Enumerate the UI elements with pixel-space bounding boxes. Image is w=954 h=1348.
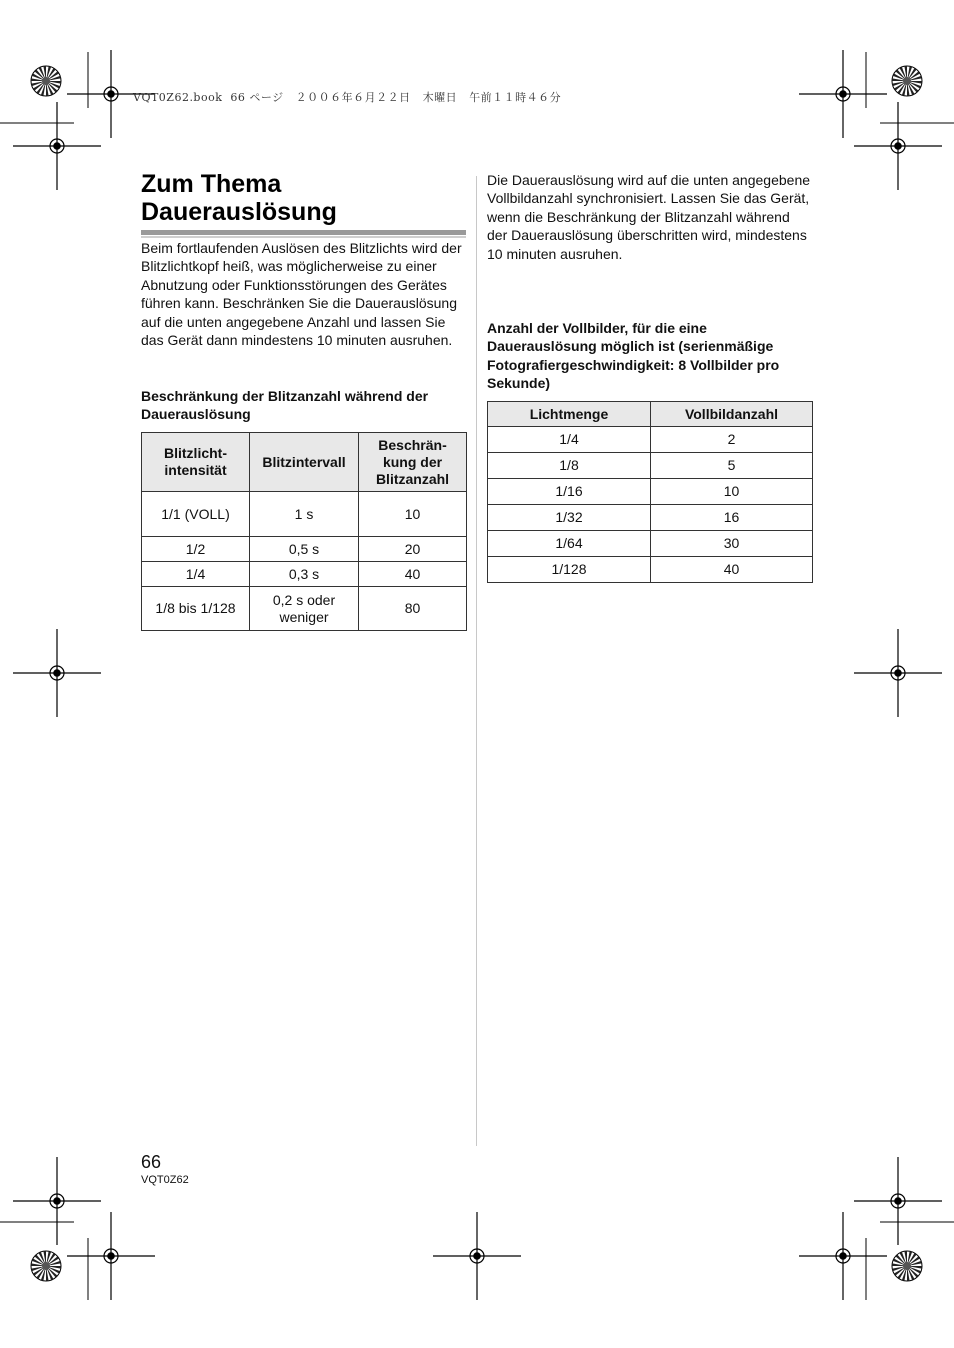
column-header: Blitzlicht-intensität <box>142 433 250 492</box>
section1-heading: Beschränkung der Blitzanzahl während der Dauerauslösung <box>141 388 429 423</box>
table-cell: 0,5 s <box>250 537 359 562</box>
table-row <box>488 479 813 505</box>
table-cell: 2 <box>651 427 813 453</box>
table-cell: 80 <box>359 587 467 631</box>
table-row <box>488 453 813 479</box>
header-print-info <box>133 89 561 105</box>
header-time: 午前１１時４６分 <box>469 91 562 104</box>
frame-count-table <box>487 401 813 583</box>
crosshair-mark <box>799 1212 887 1300</box>
table-cell: 10 <box>651 479 813 505</box>
table-row <box>142 492 467 537</box>
table-row <box>142 562 467 587</box>
table-cell: 1/4 <box>142 562 250 587</box>
table-cell: 5 <box>651 453 813 479</box>
table-cell: 30 <box>651 531 813 557</box>
title-rule-light <box>141 236 466 238</box>
table-row <box>488 427 813 453</box>
table-cell: 1 s <box>250 492 359 537</box>
column-header: Lichtmenge <box>488 402 651 427</box>
table-cell: 0,3 s <box>250 562 359 587</box>
table-header-row <box>142 433 467 492</box>
intro-paragraph: Beim fortlaufenden Auslösen des Blitzlichts wird der Blitzlichtkopf heiß, was möglicherweise zu einer Abnutzung oder Funktionsstörungen des Gerätes führen kann. Beschränken Sie die Dauerauslösung auf die unten angegebene Anzahl und lassen Sie das Gerät dann mindestens 10 minuten ausruhen. <box>141 240 462 349</box>
starburst-mark <box>31 66 61 96</box>
crosshair-mark <box>799 50 887 138</box>
starburst-mark <box>892 1251 922 1281</box>
header-page: 66 <box>230 91 246 104</box>
table-cell: 1/32 <box>488 505 651 531</box>
table-cell: 20 <box>359 537 467 562</box>
starburst-mark <box>31 1251 61 1281</box>
crosshair-mark <box>854 1157 942 1245</box>
table-cell: 40 <box>651 557 813 583</box>
title-rule <box>141 230 466 235</box>
table-row <box>142 537 467 562</box>
table-cell: 1/2 <box>142 537 250 562</box>
header-date: ２００６年６月２２日 <box>295 91 411 104</box>
table-cell: 1/8 <box>488 453 651 479</box>
flash-limit-table <box>141 432 467 631</box>
header-weekday: 木曜日 <box>422 91 458 104</box>
table-row <box>488 531 813 557</box>
right-intro-paragraph: Die Dauerauslösung wird auf die unten angegebene Vollbildanzahl synchronisiert. Lassen Sie das Gerät, wenn die Beschränkung der Blitzanzahl während der Dauerauslösung überschritten wird, mindestens 10 minuten ausruhen. <box>487 172 811 262</box>
page-number: 66 <box>141 1152 162 1172</box>
crosshair-mark <box>13 629 101 717</box>
column-header: Blitzintervall <box>250 433 359 492</box>
table-cell: 1/4 <box>488 427 651 453</box>
table-cell: 16 <box>651 505 813 531</box>
crosshair-mark <box>854 102 942 190</box>
page-title: Zum Thema Dauerauslösung <box>141 170 337 226</box>
crosshair-mark <box>433 1212 521 1300</box>
table-cell: 1/8 bis 1/128 <box>142 587 250 631</box>
header-page-label: ページ <box>249 91 284 104</box>
column-divider <box>476 176 477 1146</box>
starburst-mark <box>892 66 922 96</box>
crosshair-mark <box>13 1157 101 1245</box>
header-book-file: VQT0Z62.book <box>133 91 223 104</box>
table-cell: 1/16 <box>488 479 651 505</box>
crosshair-mark <box>67 1212 155 1300</box>
model-code: VQT0Z62 <box>141 1174 189 1186</box>
section2-heading: Anzahl der Vollbilder, für die eine Dauerauslösung möglich ist (serienmäßige Fotografiergeschwindigkeit: 8 Vollbilder pro Sekunde) <box>487 320 780 392</box>
table-row <box>488 557 813 583</box>
column-header: Beschrän-kung der Blitzanzahl <box>359 433 467 492</box>
table-row <box>488 505 813 531</box>
table-cell: 1/1 (VOLL) <box>142 492 250 537</box>
table-cell: 0,2 s oder weniger <box>250 587 359 631</box>
table-cell: 40 <box>359 562 467 587</box>
crosshair-mark <box>854 629 942 717</box>
crosshair-mark <box>13 102 101 190</box>
table-row <box>142 587 467 631</box>
table-cell: 1/64 <box>488 531 651 557</box>
table-header-row <box>488 402 813 427</box>
table-cell: 1/128 <box>488 557 651 583</box>
column-header: Vollbildanzahl <box>651 402 813 427</box>
table-cell: 10 <box>359 492 467 537</box>
